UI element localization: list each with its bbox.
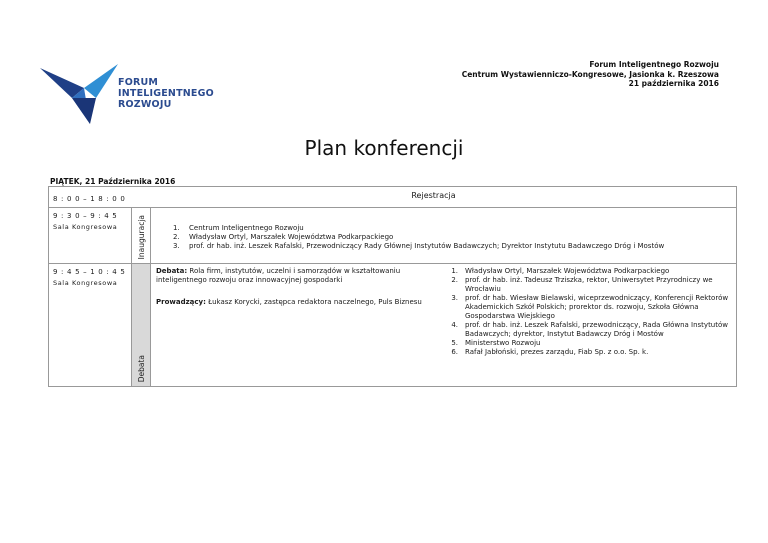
item-text: Ministerstwo Rozwoju — [465, 339, 541, 347]
debate-row — [49, 264, 736, 386]
topic-label: Debata: — [156, 267, 188, 275]
logo-text — [118, 77, 214, 110]
page-title: Plan konferencji — [304, 136, 464, 160]
list-item — [447, 276, 732, 294]
item-number: 3. — [451, 294, 458, 302]
session-label-cell — [131, 264, 151, 386]
room-text: Sala Kongresowa — [53, 223, 118, 231]
list-item — [447, 321, 732, 339]
list-item — [447, 294, 732, 321]
event-name: Forum Inteligentnego Rozwoju — [589, 60, 719, 69]
item-number: 2. — [173, 233, 180, 241]
item-text: prof. dr hab. inż. Tadeusz Trziszka, rektor, Uniwersytet Przyrodniczy we Wrocławiu — [465, 276, 713, 293]
time-cell — [49, 208, 131, 263]
item-text: Centrum Inteligentnego Rozwoju — [189, 224, 304, 232]
item-number: 5. — [451, 339, 458, 347]
event-venue: Centrum Wystawienniczo-Kongresowe, Jasionka k. Rzeszowa — [461, 69, 719, 79]
logo-line-2: INTELIGENTNEGO — [118, 88, 214, 99]
list-item — [173, 224, 736, 233]
event-header — [462, 60, 719, 89]
item-text: Rafał Jabłoński, prezes zarządu, Fiab Sp. z o.o. Sp. k. — [465, 348, 649, 356]
inauguration-row — [49, 208, 736, 264]
logo-line-1: FORUM — [118, 77, 159, 88]
list-item — [447, 267, 732, 276]
time-cell — [49, 187, 131, 207]
speaker-list — [151, 208, 736, 251]
item-number: 4. — [451, 321, 458, 329]
host-label: Prowadzący: — [156, 298, 206, 306]
debate-host — [156, 298, 441, 307]
item-number: 1. — [173, 224, 180, 232]
item-number: 2. — [451, 276, 458, 284]
inauguration-content — [151, 208, 736, 263]
time-cell — [49, 264, 131, 386]
session-label-cell — [131, 208, 151, 263]
panelists — [447, 267, 732, 357]
topic-text: Rola firm, instytutów, uczelni i samorządów w kształtowaniu inteligentnego rozwoju oraz innowacyjnej gospodarki — [156, 267, 401, 284]
debate-topic — [156, 267, 441, 285]
time-text: 9:30–9:45 — [53, 212, 121, 220]
list-item — [447, 339, 732, 348]
item-text: prof. dr hab. inż. Leszek Rafalski, Przewodniczący Rady Głównej Instytutów Badawczych; Dyrektor Instytutu Badawczego Dróg i Mostów — [189, 242, 665, 250]
item-text: prof. dr hab. inż. Leszek Rafalski, przewodniczący, Rada Główna Instytutów Badawczych; dyrektor, Instytut Badawczy Dróg i Mostów — [465, 321, 728, 338]
room-text: Sala Kongresowa — [53, 279, 118, 287]
session-label: Inauguracja — [136, 214, 146, 259]
logo-line-3: ROZWOJU — [118, 99, 172, 110]
registration-row — [49, 187, 736, 208]
schedule-table — [48, 186, 737, 387]
time-text: 8:00–18:00 — [53, 195, 129, 203]
item-number: 3. — [173, 242, 180, 250]
day-label: PIĄTEK, 21 Października 2016 — [50, 177, 176, 186]
item-text: prof. dr hab. Wiesław Bielawski, wiceprzewodniczący, Konferencji Rektorów Akademickich Szkół Polskich; prorektor ds. rozwoju, Szkoła Główna Gospodarstwa Wiejskiego — [465, 294, 729, 320]
item-number: 6. — [451, 348, 458, 356]
forum-logo — [40, 64, 214, 126]
event-date: 21 października 2016 — [628, 79, 719, 88]
item-text: Władysław Ortyl, Marszałek Województwa Podkarpackiego — [189, 233, 394, 241]
item-text: Władysław Ortyl, Marszałek Województwa Podkarpackiego — [465, 267, 670, 275]
session-label: Debata — [136, 354, 146, 382]
list-item — [173, 233, 736, 242]
registration-text: Rejestracja — [411, 191, 456, 200]
list-item — [173, 242, 736, 251]
time-text: 9:45–10:45 — [53, 268, 129, 276]
item-number: 1. — [451, 267, 458, 275]
logo-star-icon — [40, 64, 120, 126]
list-item — [447, 348, 732, 357]
panelist-list — [447, 264, 736, 386]
debate-description — [151, 264, 447, 386]
host-text: Łukasz Korycki, zastępca redaktora naczelnego, Puls Biznesu — [208, 298, 422, 306]
